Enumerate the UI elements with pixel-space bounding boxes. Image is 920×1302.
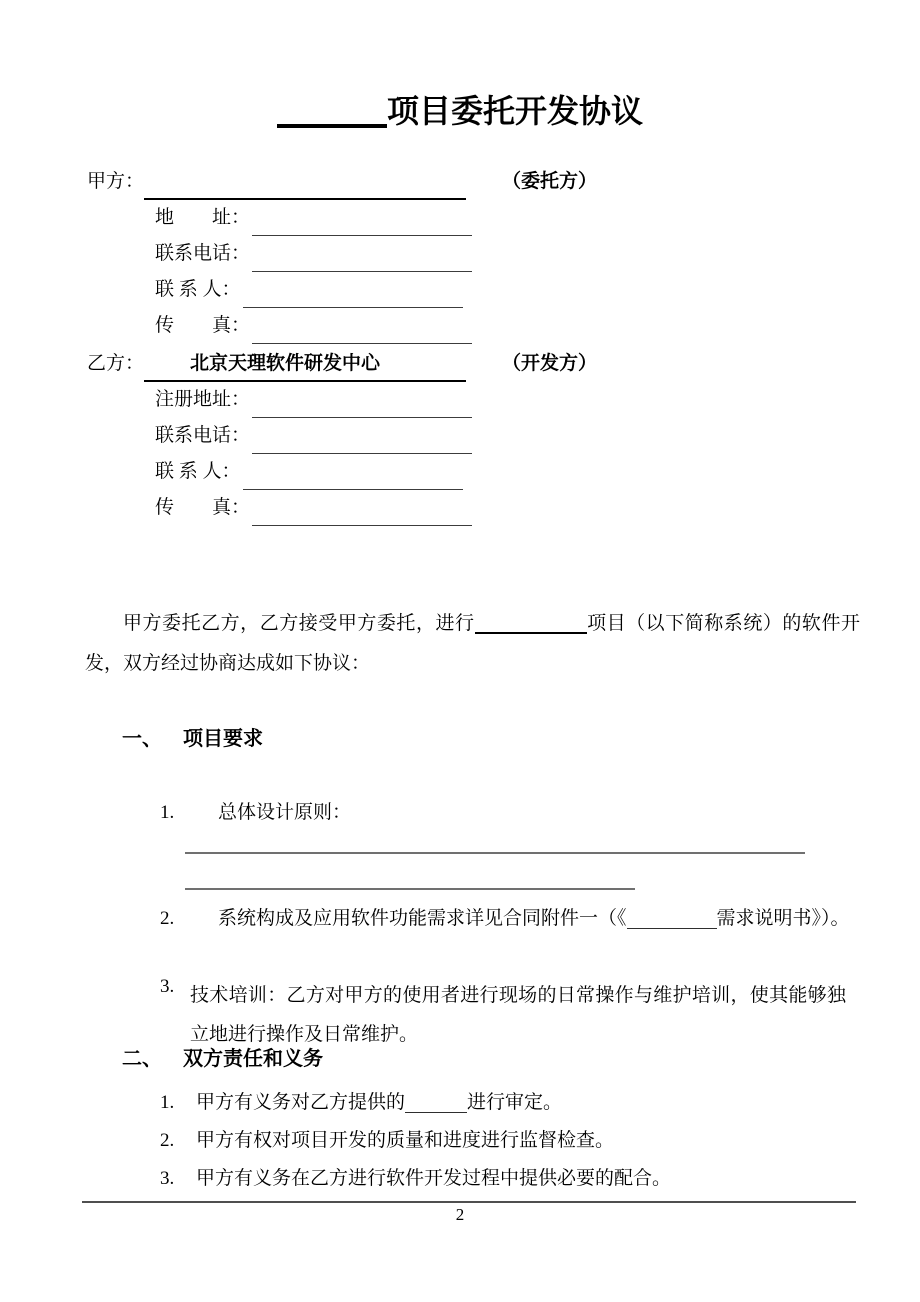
party-a-fax-blank[interactable] <box>252 313 472 344</box>
list-item-number: 1. <box>160 802 175 823</box>
section-2-title: 双方责任和义务 <box>183 1048 323 1070</box>
answer-line-2[interactable] <box>185 866 635 890</box>
field-label: 联 系 人： <box>155 279 241 300</box>
party-a-contact-blank[interactable] <box>243 277 463 308</box>
list-item-text: 甲方有义务在乙方进行软件开发过程中提供必要的配合。 <box>196 1168 672 1189</box>
list-item-number: 2. <box>160 1130 175 1151</box>
list-item-text-after: 进行审定。 <box>467 1092 563 1113</box>
party-b-fax-blank[interactable] <box>252 495 472 526</box>
party-a-phone-row <box>155 236 920 272</box>
party-a-phone-blank[interactable] <box>252 241 472 272</box>
party-a-contact-row <box>155 272 920 308</box>
party-b-phone-row <box>155 418 920 454</box>
review-target-blank[interactable] <box>405 1112 467 1113</box>
party-b-name-blank[interactable]: 北京天理软件研发中心 <box>144 348 466 382</box>
party-a-role: （委托方） <box>502 171 598 192</box>
intro-paragraph <box>85 604 860 684</box>
section-2-heading <box>122 1042 323 1071</box>
list-item-text: 总体设计原则： <box>218 802 352 823</box>
section-2-item-3 <box>160 1163 671 1190</box>
party-b-role: （开发方） <box>502 353 598 374</box>
section-2-number: 二、 <box>122 1048 162 1070</box>
list-item-number: 3. <box>160 1168 175 1189</box>
intro-project-name-blank[interactable] <box>475 632 587 634</box>
section-2-item-2 <box>160 1125 614 1152</box>
party-b-line <box>87 345 920 382</box>
document-title-row <box>0 88 920 134</box>
list-item-text: 甲方有权对项目开发的质量和进度进行监督检查。 <box>196 1130 615 1151</box>
party-b-block <box>0 345 920 526</box>
list-item-text: 技术培训：乙方对甲方的使用者进行现场的日常操作与维护培训，使其能够独立地进行操作及日常维护。 <box>190 985 846 1045</box>
page-number: 2 <box>455 1205 465 1224</box>
section-1-number: 一、 <box>122 728 162 750</box>
document-title: 项目委托开发协议 <box>386 93 643 129</box>
list-item-text-after: 需求说明书》）。 <box>716 908 850 929</box>
field-label: 联系电话： <box>155 425 251 446</box>
list-item-text-before: 甲方有义务对乙方提供的 <box>196 1092 406 1113</box>
field-label: 注册地址： <box>155 389 251 410</box>
party-a-label: 甲方： <box>87 171 145 192</box>
section-1-item-2 <box>160 903 850 930</box>
party-b-contact-blank[interactable] <box>243 459 463 490</box>
party-a-line <box>87 163 920 200</box>
answer-line-1[interactable] <box>185 830 805 854</box>
party-b-phone-blank[interactable] <box>252 423 472 454</box>
party-b-contact-row <box>155 454 920 490</box>
list-item-text-before: 系统构成及应用软件功能需求详见合同附件一（《 <box>218 908 627 929</box>
party-a-name-blank[interactable] <box>144 166 466 200</box>
party-b-label: 乙方： <box>87 353 145 374</box>
party-b-regaddress-blank[interactable] <box>252 387 472 418</box>
list-item-number: 2. <box>160 908 175 929</box>
section-1-title: 项目要求 <box>183 728 263 750</box>
party-b-fax-row <box>155 490 920 526</box>
section-2-item-1 <box>160 1087 562 1114</box>
list-item-number: 1. <box>160 1092 175 1113</box>
field-label: 地 址： <box>155 207 251 228</box>
list-item-number: 3. <box>160 976 175 997</box>
party-a-address-blank[interactable] <box>252 205 472 236</box>
field-label: 传 真： <box>155 497 251 518</box>
intro-text-after: 项目（以下简称系统）的软件开发，双方经过协商达成如下协议： <box>85 613 860 674</box>
intro-text-before: 甲方委托乙方，乙方接受甲方委托，进行 <box>123 613 475 634</box>
party-a-address-row <box>155 200 920 236</box>
attachment-name-blank[interactable] <box>627 928 717 929</box>
footer-divider <box>82 1201 856 1203</box>
field-label: 联 系 人： <box>155 461 241 482</box>
field-label: 传 真： <box>155 315 251 336</box>
party-a-block <box>0 163 920 344</box>
field-label: 联系电话： <box>155 243 251 264</box>
title-project-name-blank[interactable] <box>277 124 387 128</box>
party-a-fax-row <box>155 308 920 344</box>
party-b-regaddress-row <box>155 382 920 418</box>
section-1-heading <box>122 722 263 751</box>
section-1-item-1 <box>160 797 351 824</box>
